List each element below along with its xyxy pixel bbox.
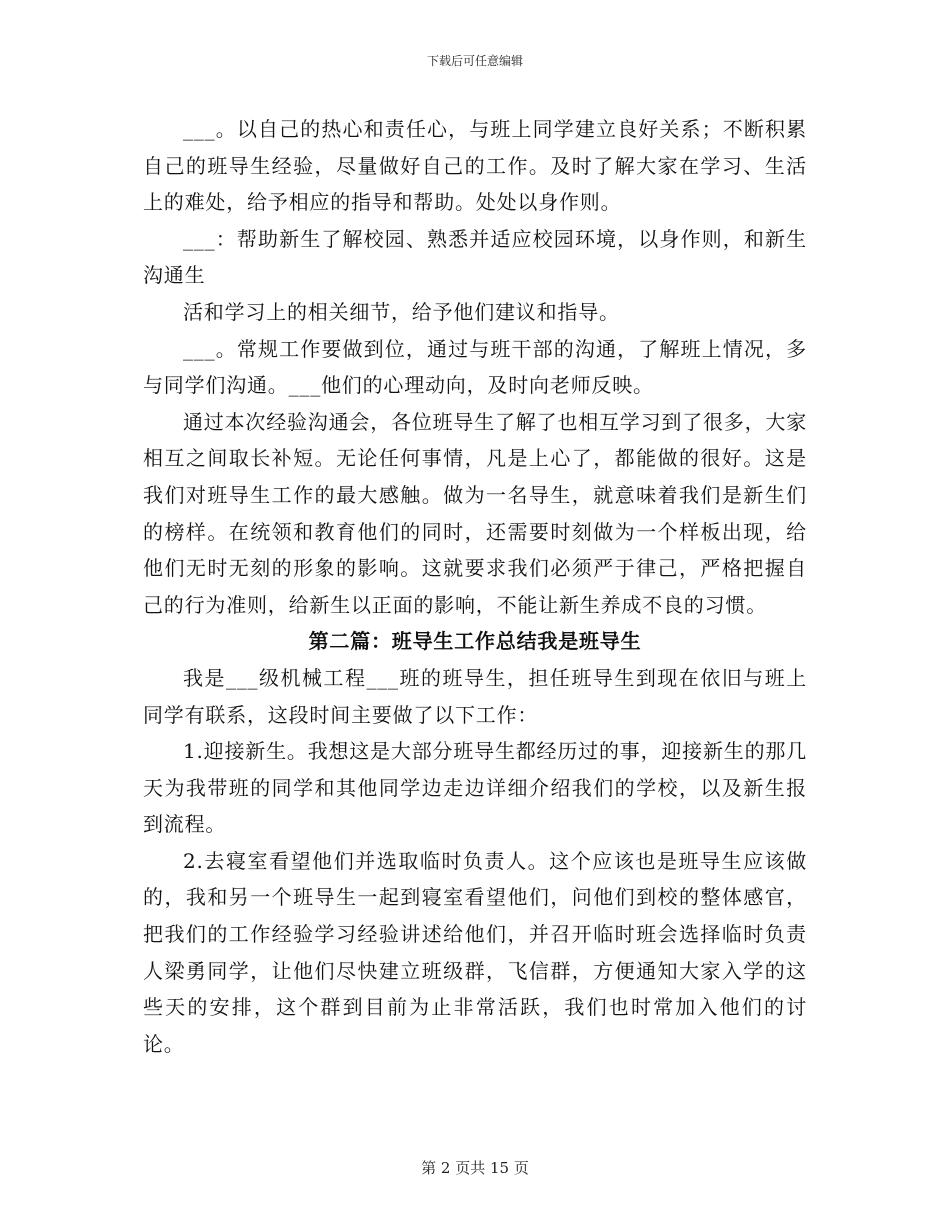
paragraph: ___：帮助新生了解校园、熟悉并适应校园环境，以身作则，和新生沟通生 <box>143 226 807 288</box>
paragraph: 我是___级机械工程___班的班导生，担任班导生到现在依旧与班上同学有联系，这段时间主要做了以下工作： <box>143 665 807 727</box>
page-header: 下载后可任意编辑 <box>426 54 523 68</box>
paragraph: 通过本次经验沟通会，各位班导生了解了也相互学习到了很多，大家相互之间取长补短。无论任何事情，凡是上心了，都能做的很好。这是我们对班导生工作的最大感触。做为一名导生，就意味着我们是新生们的榜样。在统领和教育他们的同时，还需要时刻做为一个样板出现，给他们无时无刻的形象的影响。这就要求我们必须严于律己，严格把握自己的行为准则，给新生以正面的影响，不能让新生养成不良的习惯。 <box>143 409 807 617</box>
section-heading: 第二篇：班导生工作总结我是班导生 <box>308 629 642 654</box>
paragraph: 2.去寝室看望他们并选取临时负责人。这个应该也是班导生应该做的，我和另一个班导生一起到寝室看望他们，问他们到校的整体感官，把我们的工作经验学习经验讲述给他们，并召开临时班会选择临时负责人梁勇同学，让他们尽快建立班级群，飞信群，方便通知大家入学的这些天的安排，这个群到目前为止非常活跃，我们也时常加入他们的讨论。 <box>143 848 807 1056</box>
paragraph: ___。常规工作要做到位，通过与班干部的沟通，了解班上情况，多与同学们沟通。___他们的心理动向，及时向老师反映。 <box>143 336 807 398</box>
paragraph: ___。以自己的热心和责任心，与班上同学建立良好关系；不断积累自己的班导生经验，尽量做好自己的工作。及时了解大家在学习、生活上的难处，给予相应的指导和帮助。处处以身作则。 <box>143 117 807 215</box>
page-footer: 第 2 页共 15 页 <box>421 1159 529 1177</box>
paragraph: 1.迎接新生。我想这是大部分班导生都经历过的事，迎接新生的那几天为我带班的同学和其他同学边走边详细介绍我们的学校，以及新生报到流程。 <box>143 739 807 837</box>
document-body <box>143 111 807 1062</box>
paragraph: 活和学习上的相关细节，给予他们建议和指导。 <box>183 299 620 324</box>
